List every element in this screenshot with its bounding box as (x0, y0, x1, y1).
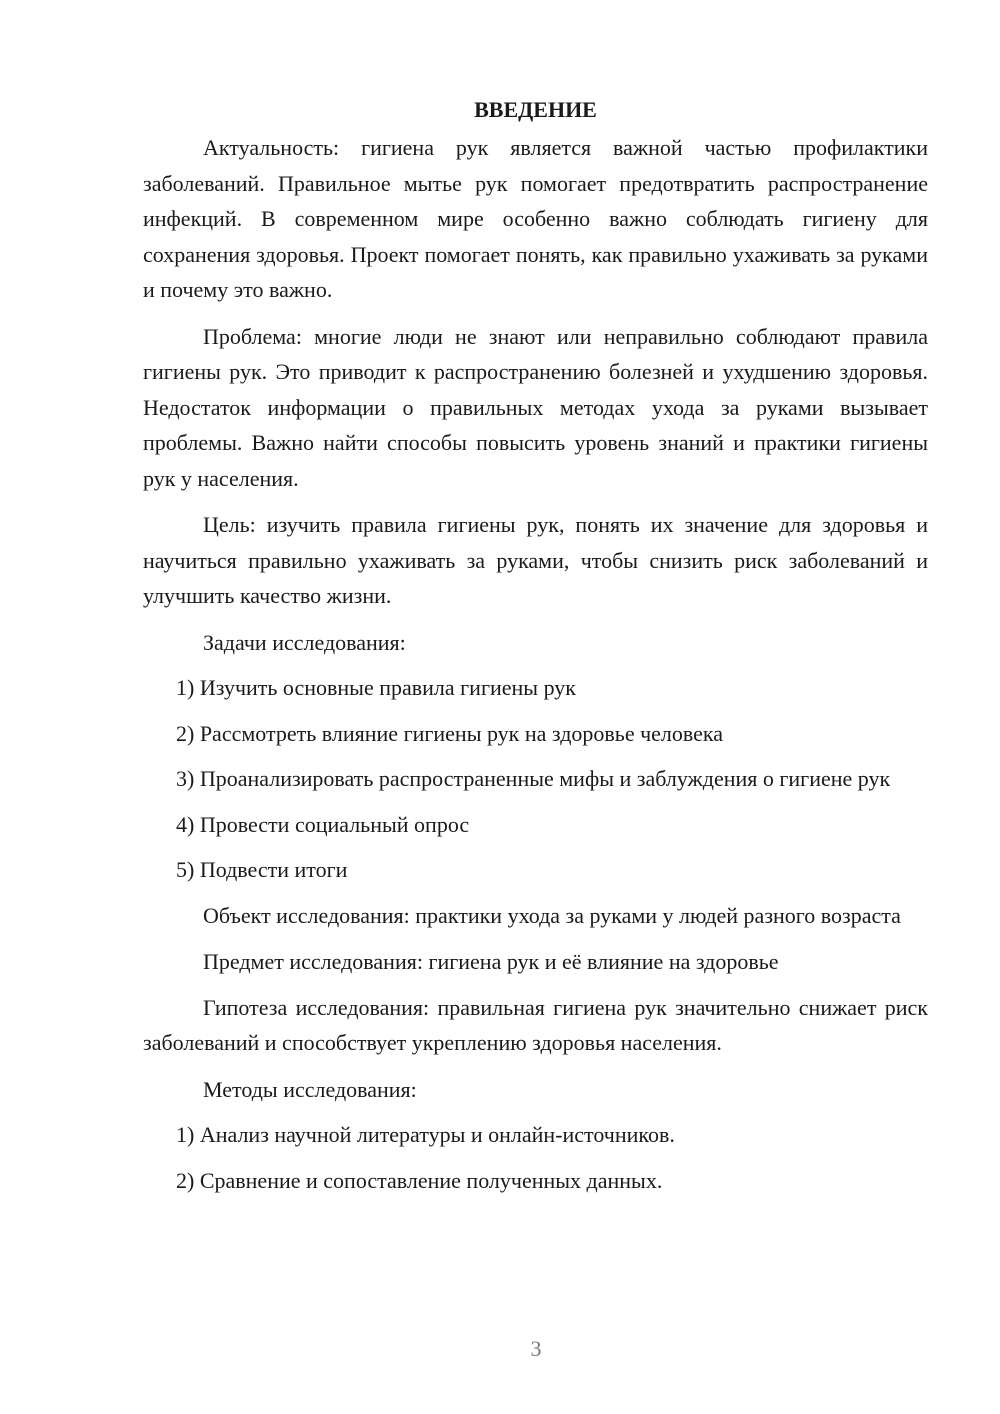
method-item-1: 1) Анализ научной литературы и онлайн-источников. (176, 1122, 675, 1147)
hypothesis-paragraph: Гипотеза исследования: правильная гигиена рук значительно снижает риск заболеваний и способствует укреплению здоровья населения. (143, 994, 928, 1055)
methods-heading: Методы исследования: (203, 1076, 417, 1102)
task-item-3: 3) Проанализировать распространенные мифы и заблуждения о гигиене рук (176, 766, 891, 791)
task-item-5: 5) Подвести итоги (176, 857, 348, 882)
document-page (143, 92, 928, 1208)
task-item-4: 4) Провести социальный опрос (176, 811, 470, 837)
relevance-paragraph: Актуальность: гигиена рук является важной частью профилактики заболеваний. Правильное мытье рук помогает предотвратить распространение инфекций. В современном мире особенно важно соблюдать гигиену для сохранения здоровья. Проект помогает понять, как правильно ухаживать за руками и почему это важно. (143, 135, 928, 302)
goal-paragraph: Цель: изучить правила гигиены рук, понять их значение для здоровья и научиться правильно ухаживать за руками, чтобы снизить риск заболеваний и улучшить качество жизни. (143, 512, 928, 608)
problem-paragraph: Проблема: многие люди не знают или неправильно соблюдают правила гигиены рук. Это приводит к распространению болезней и ухудшению здоровья. Недостаток информации о правильных методах ухода за руками вызывает проблемы. Важно найти способы повысить уровень знаний и практики гигиены рук у населения. (143, 323, 928, 491)
task-item-1: 1) Изучить основные правила гигиены рук (176, 675, 576, 700)
task-item-2: 2) Рассмотреть влияние гигиены рук на здоровье человека (176, 720, 724, 746)
page-title: ВВЕДЕНИЕ (474, 97, 597, 122)
method-item-2: 2) Сравнение и сопоставление полученных данных. (176, 1167, 663, 1193)
object-paragraph: Объект исследования: практики ухода за руками у людей разного возраста (203, 902, 901, 928)
subject-paragraph: Предмет исследования: гигиена рук и её влияние на здоровье (203, 949, 779, 974)
tasks-heading: Задачи исследования: (203, 629, 406, 655)
page-number: 3 (530, 1336, 542, 1361)
